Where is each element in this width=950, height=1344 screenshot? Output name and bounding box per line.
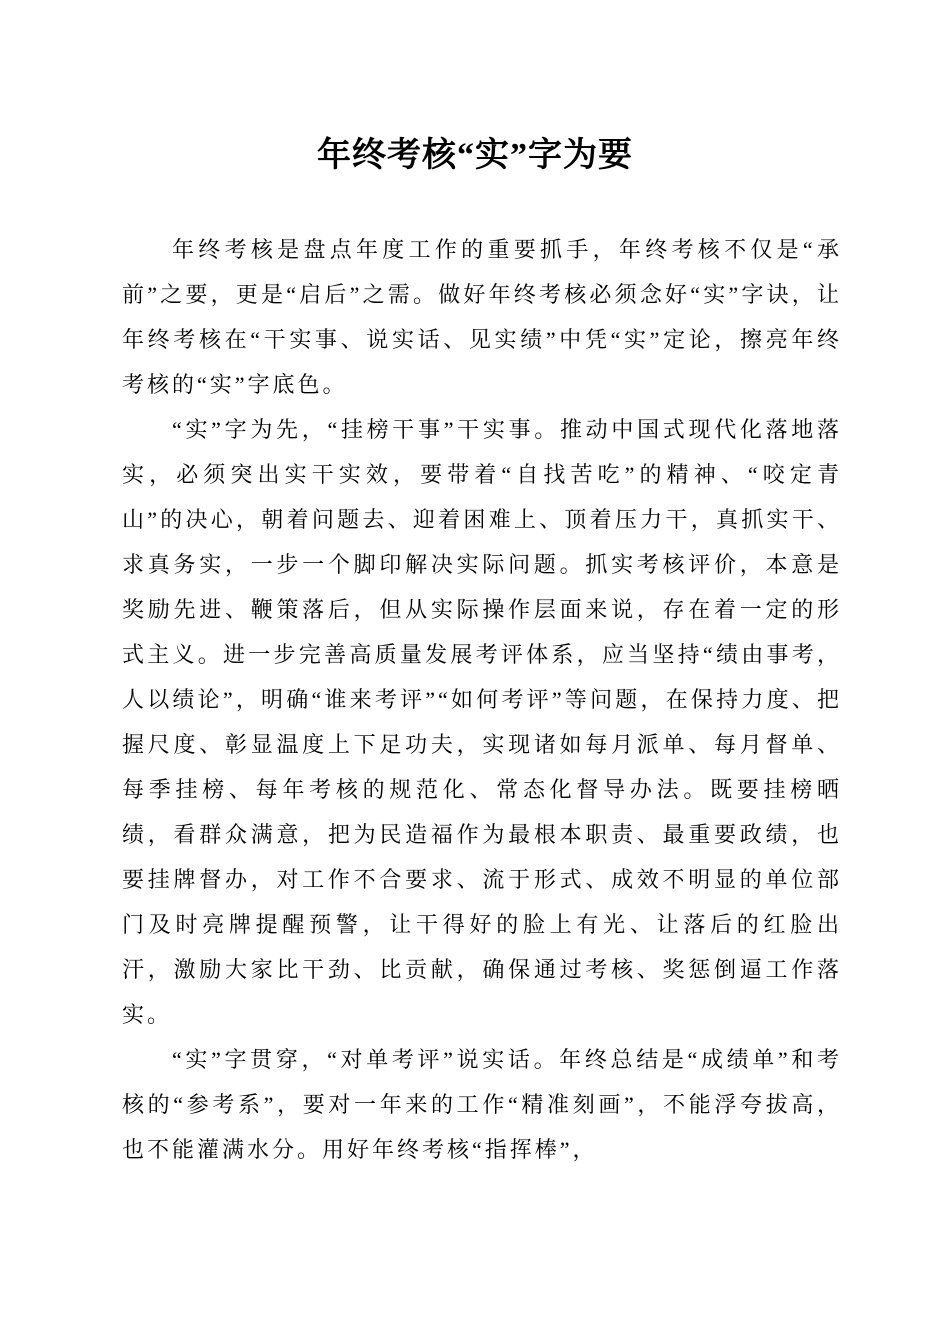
- paragraph-intro: 年终考核是盘点年度工作的重要抓手，年终考核不仅是“承前”之要，更是“启后”之需。做好年终考核必须念好“实”字诀，让年终考核在“干实事、说实话、见实绩”中凭“实”定论，擦亮年终考核的“实”字底色。: [122, 237, 842, 397]
- document-title: 年终考核“实”字为要: [317, 137, 633, 174]
- paragraph-shi-guan-chuan: “实”字贯穿，“对单考评”说实话。年终总结是“成绩单”和考核的“参考系”，要对一年来的工作“精准刻画”，不能浮夸拔高，也不能灌满水分。用好年终考核“指挥棒”，: [122, 1047, 842, 1162]
- paragraph-shi-wei-xian: “实”字为先，“挂榜干事”干实事。推动中国式现代化落地落实，必须突出实干实效，要带着“自找苦吃”的精神、“咬定青山”的决心，朝着问题去、迎着困难上、顶着压力干，真抓实干、求真务实，一步一个脚印解决实际问题。抓实考核评价，本意是奖励先进、鞭策落后，但从实际操作层面来说，存在着一定的形式主义。进一步完善高质量发展考评体系，应当坚持“绩由事考，人以绩论”，明确“谁来考评”“如何考评”等问题，在保持力度、把握尺度、彰显温度上下足功夫，实现诸如每月派单、每月督单、每季挂榜、每年考核的规范化、常态化督导办法。既要挂榜晒绩，看群众满意，把为民造福作为最根本职责、最重要政绩，也要挂牌督办，对工作不合要求、流于形式、成效不明显的单位部门及时亮牌提醒预警，让干得好的脸上有光、让落后的红脸出汗，激励大家比干劲、比贡献，确保通过考核、奖惩倒逼工作落实。: [122, 417, 842, 1027]
- document-body: [122, 227, 842, 1172]
